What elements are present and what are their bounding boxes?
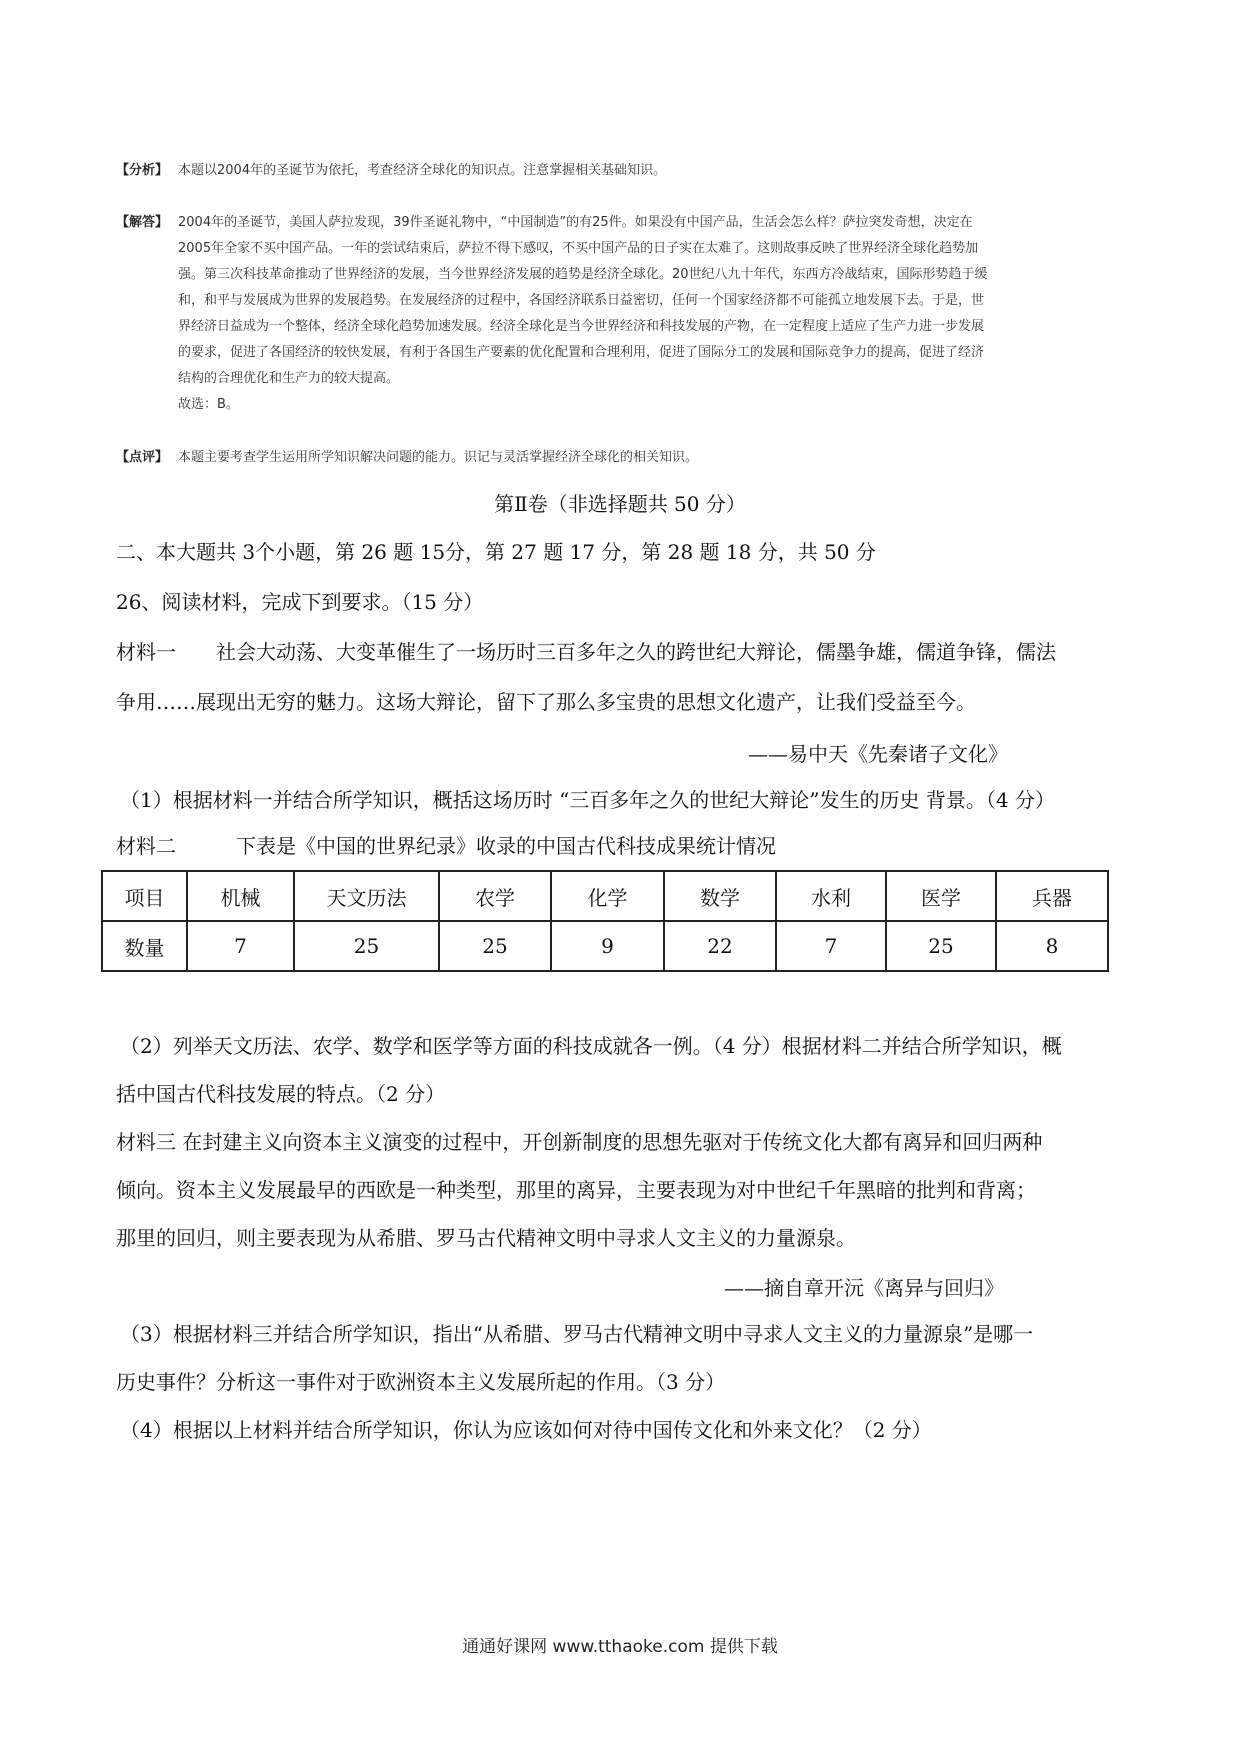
table-cell: 农学: [439, 871, 551, 921]
answer-line: 和，和平与发展成为世界的发展趋势。在发展经济的过程中，各国经济联系日益密切，任何一个国家经济都不可能孤立地发展下去。于是，世: [178, 293, 985, 308]
material-3-source: ——摘自章开沅《离异与回归》: [724, 1276, 1004, 1300]
table-cell: 25: [886, 921, 996, 971]
sub-question-2: （2）列举天文历法、农学、数学和医学等方面的科技成就各一例。（4 分）根据材料二并结合所学知识，概: [120, 1034, 1062, 1058]
material-2-intro: 材料二 下表是《中国的世界纪录》收录的中国古代科技成果统计情况: [116, 834, 776, 858]
table-cell: 9: [551, 921, 664, 971]
table-cell: 项目: [102, 871, 187, 921]
answer-line: 强。第三次科技革命推动了世界经济的发展，当今世界经济发展的趋势是经济全球化。20世纪八九十年代，东西方冷战结束，国际形势趋于缓: [178, 267, 988, 282]
footer-watermark: 通通好课网 www.tthaoke.com 提供下载: [462, 1637, 778, 1657]
material-3-line: 材料三 在封建主义向资本主义演变的过程中，开创新制度的思想先驱对于传统文化大都有离异和回归两种: [116, 1130, 1043, 1154]
answer-line: 2004年的圣诞节，美国人萨拉发现，39件圣诞礼物中，“中国制造”的有25件。如果没有中国产品，生活会怎么样？萨拉突发奇想，决定在: [178, 215, 973, 230]
sub-question-3: （3）根据材料三并结合所学知识，指出“从希腊、罗马古代精神文明中寻求人文主义的力量源泉”是哪一: [120, 1322, 1034, 1346]
table-cell: 8: [996, 921, 1108, 971]
table-cell: 7: [187, 921, 294, 971]
table-cell: 机械: [187, 871, 294, 921]
table-cell: 数学: [664, 871, 776, 921]
table-row: [102, 921, 1108, 971]
material-3-line: 那里的回归，则主要表现为从希腊、罗马古代精神文明中寻求人文主义的力量源泉。: [116, 1226, 856, 1250]
table-cell: 25: [439, 921, 551, 971]
question-26-heading: 26、阅读材料，完成下到要求。（15 分）: [116, 590, 484, 614]
answer-line: 2005年全家不买中国产品。一年的尝试结束后，萨拉不得下感叹，不买中国产品的日子实在太难了。这则故事反映了世界经济全球化趋势加: [178, 241, 979, 256]
analysis-tag: 【分析】: [116, 163, 169, 178]
table-cell: 化学: [551, 871, 664, 921]
answer-line: 的要求，促进了各国经济的较快发展，有利于各国生产要素的优化配置和合理利用，促进了国际分工的发展和国际竞争力的提高，促进了经济: [178, 345, 985, 360]
comment-tag: 【点评】: [116, 450, 169, 465]
material-3-line: 倾向。资本主义发展最早的西欧是一种类型，那里的离异，主要表现为对中世纪千年黑暗的批判和背离；: [116, 1178, 1036, 1202]
material-1-source: ——易中天《先秦诸子文化》: [748, 742, 1008, 766]
table-cell: 22: [664, 921, 776, 971]
sub-question-1: （1）根据材料一并结合所学知识，概括这场历时 “三百多年之久的世纪大辩论”发生的历史 背景。（4 分）: [120, 788, 1055, 812]
material-1-line: 争用……展现出无穷的魅力。这场大辩论，留下了那么多宝贵的思想文化遗产，让我们受益至今。: [116, 690, 976, 714]
answer-line: 结构的合理优化和生产力的较大提高。: [178, 371, 400, 386]
analysis-text: 本题以2004年的圣诞节为依托，考查经济全球化的知识点。注意掌握相关基础知识。: [178, 163, 667, 178]
table-cell: 7: [776, 921, 886, 971]
table-cell: 25: [294, 921, 439, 971]
section-intro: 二、本大题共 3个小题，第 26 题 15分，第 27 题 17 分，第 28 题 18 分，共 50 分: [116, 540, 876, 564]
answer-line: 界经济日益成为一个整体，经济全球化趋势加速发展。经济全球化是当今世界经济和科技发展的产物，在一定程度上适应了生产力进一步发展: [178, 319, 985, 334]
sub-question-2-cont: 括中国古代科技发展的特点。（2 分）: [116, 1082, 446, 1106]
answer-tag: 【解答】: [116, 215, 169, 230]
table-cell: 医学: [886, 871, 996, 921]
answer-choice: 故选：B。: [178, 397, 239, 412]
section-title: 第Ⅱ卷（非选择题共 50 分）: [494, 492, 746, 516]
tech-stats-table: [101, 870, 1109, 972]
material-1-line: 材料一 社会大动荡、大变革催生了一场历时三百多年之久的跨世纪大辩论，儒墨争雄，儒道争锋，儒法: [116, 640, 1056, 664]
sub-question-3-cont: 历史事件？分析这一事件对于欧洲资本主义发展所起的作用。（3 分）: [116, 1370, 726, 1394]
comment-text: 本题主要考查学生运用所学知识解决问题的能力。识记与灵活掌握经济全球化的相关知识。: [178, 450, 699, 465]
table-cell: 水利: [776, 871, 886, 921]
table-header-row: [102, 871, 1108, 921]
sub-question-4: （4）根据以上材料并结合所学知识，你认为应该如何对待中国传文化和外来文化？（2 分）: [120, 1418, 932, 1442]
table-cell: 数量: [102, 921, 187, 971]
table-cell: 天文历法: [294, 871, 439, 921]
table-cell: 兵器: [996, 871, 1108, 921]
